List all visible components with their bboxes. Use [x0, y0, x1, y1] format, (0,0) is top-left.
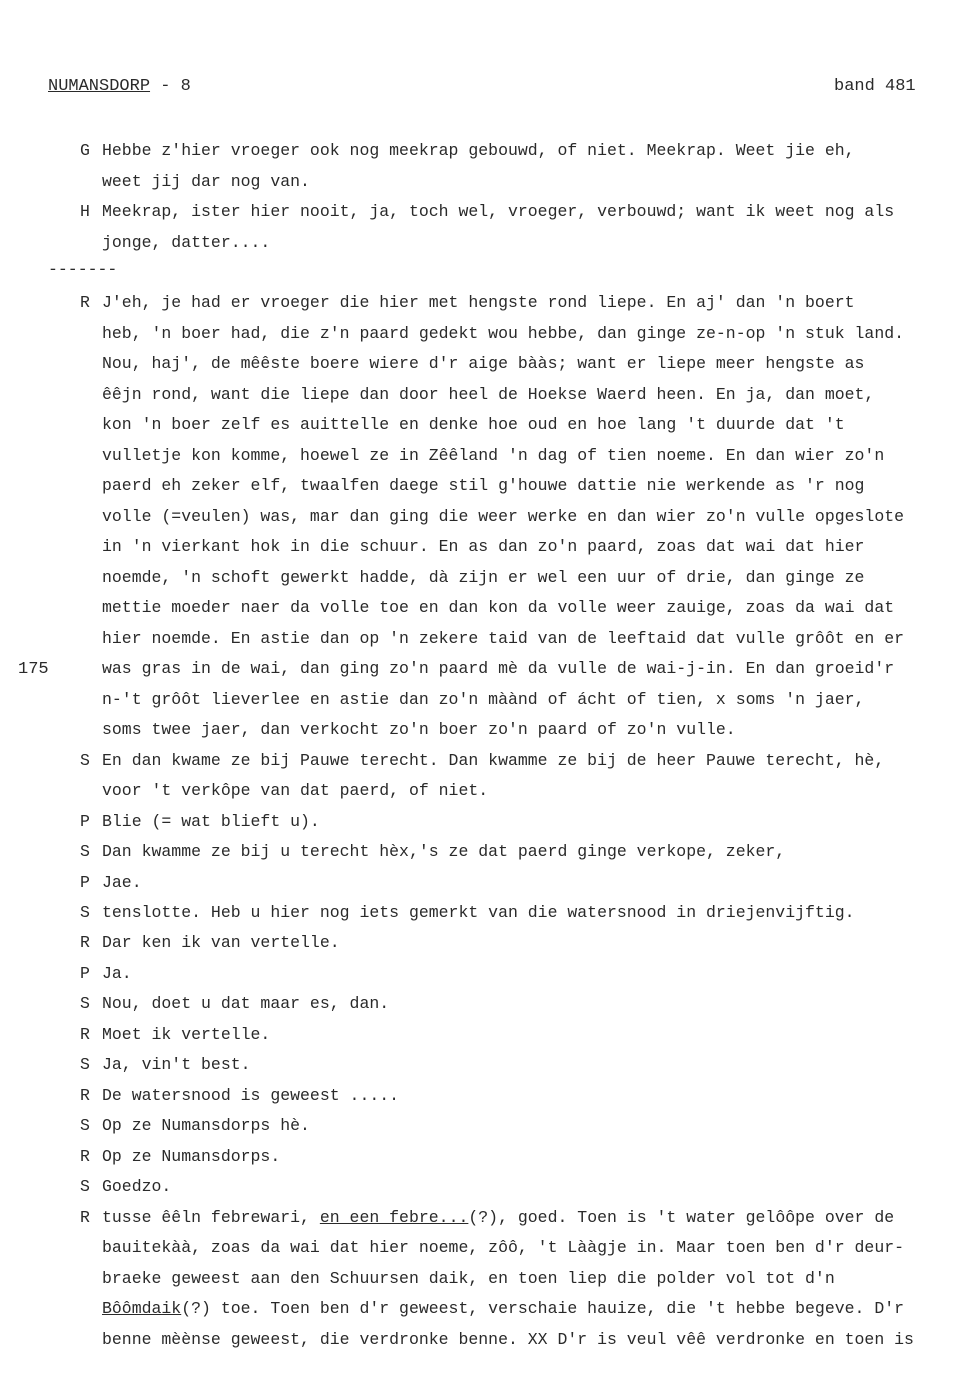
transcript-line — [0, 354, 966, 384]
line-text-segment: soms twee jaer, dan verkocht zo'n boer zo'n paard of zo'n vulle. — [102, 720, 736, 739]
transcript-line — [0, 537, 966, 567]
speaker-label: G — [80, 141, 90, 160]
speaker-label: R — [80, 933, 90, 952]
line-text-segment: hier noemde. En astie dan op 'n zekere taid van de leeftaid dat vulle grôôt en er — [102, 629, 905, 648]
speaker-label: S — [80, 1116, 90, 1135]
line-text-segment: paerd eh zeker elf, twaalfen daege stil g'houwe dattie nie werkende as 'r nog — [102, 476, 865, 495]
transcript-line — [0, 1238, 966, 1268]
speaker-label: S — [80, 903, 90, 922]
speaker-label: R — [80, 293, 90, 312]
line-text — [102, 1086, 966, 1105]
transcript-line — [0, 1299, 966, 1329]
line-text-segment: n-'t grôôt lieverlee en astie dan zo'n màànd of ácht of tien, x soms 'n jaer, — [102, 690, 865, 709]
speaker-label: S — [80, 751, 90, 770]
line-text-segment: jonge, datter.... — [102, 233, 271, 252]
line-text — [102, 629, 966, 648]
line-text — [102, 842, 966, 861]
line-text — [102, 507, 966, 526]
transcript-line — [0, 812, 966, 842]
line-text — [102, 1299, 966, 1318]
line-text — [102, 446, 966, 465]
transcript-line — [0, 1025, 966, 1055]
line-text-segment: Op ze Numansdorps. — [102, 1147, 281, 1166]
line-text-segment: kon 'n boer zelf es auittelle en denke hoe oud en hoe lang 't duurde dat 't — [102, 415, 845, 434]
transcript-line — [0, 202, 966, 232]
transcript-line — [0, 233, 966, 263]
transcript-line — [0, 629, 966, 659]
speaker-label: R — [80, 1147, 90, 1166]
line-text-segment: Ja, vin't best. — [102, 1055, 251, 1074]
speaker-label: P — [80, 873, 90, 892]
line-text-segment: Hebbe z'hier vroeger ook nog meekrap gebouwd, of niet. Meekrap. Weet jie eh, — [102, 141, 855, 160]
line-text — [102, 1330, 966, 1349]
line-text — [102, 202, 966, 221]
band-label: band 481 — [834, 77, 916, 96]
transcript-line — [0, 659, 966, 689]
transcript-line — [0, 994, 966, 1024]
transcript-line — [0, 1086, 966, 1116]
line-text-segment: benne mèènse geweest, die verdronke benne. XX D'r is veul vêê verdronke en toen is — [102, 1330, 914, 1349]
transcript-line — [0, 903, 966, 933]
speaker-label: H — [80, 202, 90, 221]
speaker-label: R — [80, 1025, 90, 1044]
line-text-segment: En dan kwame ze bij Pauwe terecht. Dan kwamme ze bij de heer Pauwe terecht, hè, — [102, 751, 885, 770]
line-text-segment: (?), goed. Toen is 't water gelôôpe over de — [468, 1208, 895, 1227]
transcript-line — [0, 293, 966, 323]
transcript-line — [0, 507, 966, 537]
line-text-segment: Ja. — [102, 964, 132, 983]
line-text-segment: Op ze Numansdorps hè. — [102, 1116, 310, 1135]
section-separator: ------- — [48, 260, 118, 279]
transcript-line — [0, 1330, 966, 1360]
line-text-segment: Dan kwamme ze bij u terecht hèx,'s ze dat paerd ginge verkope, zeker, — [102, 842, 786, 861]
transcript-line — [0, 1269, 966, 1299]
transcript-line — [0, 1177, 966, 1207]
page-title — [48, 77, 191, 96]
line-text — [102, 903, 966, 922]
speaker-label: S — [80, 994, 90, 1013]
line-text-segment: heb, 'n boer had, die z'n paard gedekt wou hebbe, dan ginge ze-n-op 'n stuk land. — [102, 324, 905, 343]
line-text-segment: Jae. — [102, 873, 142, 892]
line-text-segment: bauitekàà, zoas da wai dat hier noeme, zôô, 't Lààgje in. Maar toen ben d'r deur- — [102, 1238, 905, 1257]
line-text-segment: tenslotte. Heb u hier nog iets gemerkt van die watersnood in driejenvijftig. — [102, 903, 855, 922]
transcript-line — [0, 873, 966, 903]
line-text — [102, 537, 966, 556]
line-text — [102, 598, 966, 617]
line-text-segment: De watersnood is geweest ..... — [102, 1086, 400, 1105]
transcript-line — [0, 141, 966, 171]
transcript-line — [0, 842, 966, 872]
line-text-segment: Meekrap, ister hier nooit, ja, toch wel, vroeger, verbouwd; want ik weet nog als — [102, 202, 895, 221]
line-text — [102, 141, 966, 160]
transcript-line — [0, 598, 966, 628]
line-text — [102, 1238, 966, 1257]
transcript-line — [0, 1116, 966, 1146]
line-text-segment: tusse êêln febrewari, — [102, 1208, 320, 1227]
line-text-segment: êêjn rond, want die liepe dan door heel de Hoekse Waerd heen. En ja, dan moet, — [102, 385, 875, 404]
transcript-line — [0, 1208, 966, 1238]
line-text — [102, 964, 966, 983]
line-text-segment: in 'n vierkant hok in die schuur. En as dan zo'n paard, zoas dat wai dat hier — [102, 537, 865, 556]
line-text — [102, 293, 966, 312]
line-text — [102, 1269, 966, 1288]
line-text — [102, 233, 966, 252]
line-text-segment: Nou, doet u dat maar es, dan. — [102, 994, 390, 1013]
line-text — [102, 781, 966, 800]
line-text — [102, 1208, 966, 1227]
line-text — [102, 812, 966, 831]
underlined-uncertain-word: en een febre... — [319, 1208, 469, 1227]
line-text-segment: noemde, 'n schoft gewerkt hadde, dà zijn er wel een uur of drie, dan ginge ze — [102, 568, 865, 587]
line-text — [102, 1055, 966, 1074]
line-text — [102, 1025, 966, 1044]
line-text-segment: mettie moeder naer da volle toe en dan kon da volle weer zauige, zoas da wai dat — [102, 598, 895, 617]
transcript-line — [0, 1055, 966, 1085]
line-text — [102, 415, 966, 434]
transcript-line — [0, 690, 966, 720]
line-text — [102, 751, 966, 770]
transcript-line — [0, 476, 966, 506]
line-text — [102, 994, 966, 1013]
line-text — [102, 476, 966, 495]
line-text — [102, 385, 966, 404]
line-text-segment: Dar ken ik van vertelle. — [102, 933, 340, 952]
line-text-segment: vulletje kon komme, hoewel ze in Zêêland 'n dag of tien noeme. En dan wier zo'n — [102, 446, 885, 465]
line-text-segment: was gras in de wai, dan ging zo'n paard mè da vulle de wai-j-in. En dan groeid'r — [102, 659, 895, 678]
speaker-label: R — [80, 1086, 90, 1105]
line-text — [102, 172, 966, 191]
line-text — [102, 354, 966, 373]
transcript-line — [0, 964, 966, 994]
transcript-line — [0, 751, 966, 781]
line-text — [102, 873, 966, 892]
transcript-line — [0, 568, 966, 598]
page-number: - 8 — [150, 77, 191, 96]
line-text-segment: voor 't verkôpe van dat paerd, of niet. — [102, 781, 489, 800]
line-text-segment: (?) toe. Toen ben d'r geweest, verschaie hauize, die 't hebbe begeve. D'r — [181, 1299, 905, 1318]
line-text — [102, 690, 966, 709]
line-text-segment: weet jij dar nog van. — [102, 172, 310, 191]
line-text — [102, 720, 966, 739]
line-text — [102, 1116, 966, 1135]
speaker-label: R — [80, 1208, 90, 1227]
transcript-line — [0, 385, 966, 415]
line-text-segment: Moet ik vertelle. — [102, 1025, 271, 1044]
line-text — [102, 324, 966, 343]
line-text — [102, 659, 966, 678]
speaker-label: P — [80, 812, 90, 831]
line-text — [102, 933, 966, 952]
transcript-line — [0, 1147, 966, 1177]
line-text — [102, 568, 966, 587]
underlined-uncertain-word: Bôômdaik — [102, 1299, 182, 1318]
line-text-segment: volle (=veulen) was, mar dan ging die weer werke en dan wier zo'n vulle opgeslote — [102, 507, 905, 526]
line-text-segment: Nou, haj', de mêêste boere wiere d'r aige bààs; want er liepe meer hengste as — [102, 354, 865, 373]
transcript-line — [0, 172, 966, 202]
margin-line-number: 175 — [18, 660, 49, 679]
line-text — [102, 1147, 966, 1166]
line-text-segment: J'eh, je had er vroeger die hier met hengste rond liepe. En aj' dan 'n boert — [102, 293, 855, 312]
speaker-label: S — [80, 1055, 90, 1074]
line-text — [102, 1177, 966, 1196]
title-text: NUMANSDORP — [48, 77, 151, 96]
line-text-segment: Goedzo. — [102, 1177, 172, 1196]
transcript-line — [0, 446, 966, 476]
line-text-segment: braeke geweest aan den Schuursen daik, en toen liep die polder vol tot d'n — [102, 1269, 835, 1288]
transcript-line — [0, 781, 966, 811]
transcript-line — [0, 720, 966, 750]
speaker-label: S — [80, 842, 90, 861]
transcript-line — [0, 933, 966, 963]
transcript-line — [0, 415, 966, 445]
speaker-label: S — [80, 1177, 90, 1196]
transcript-line — [0, 324, 966, 354]
line-text-segment: Blie (= wat blieft u). — [102, 812, 320, 831]
speaker-label: P — [80, 964, 90, 983]
